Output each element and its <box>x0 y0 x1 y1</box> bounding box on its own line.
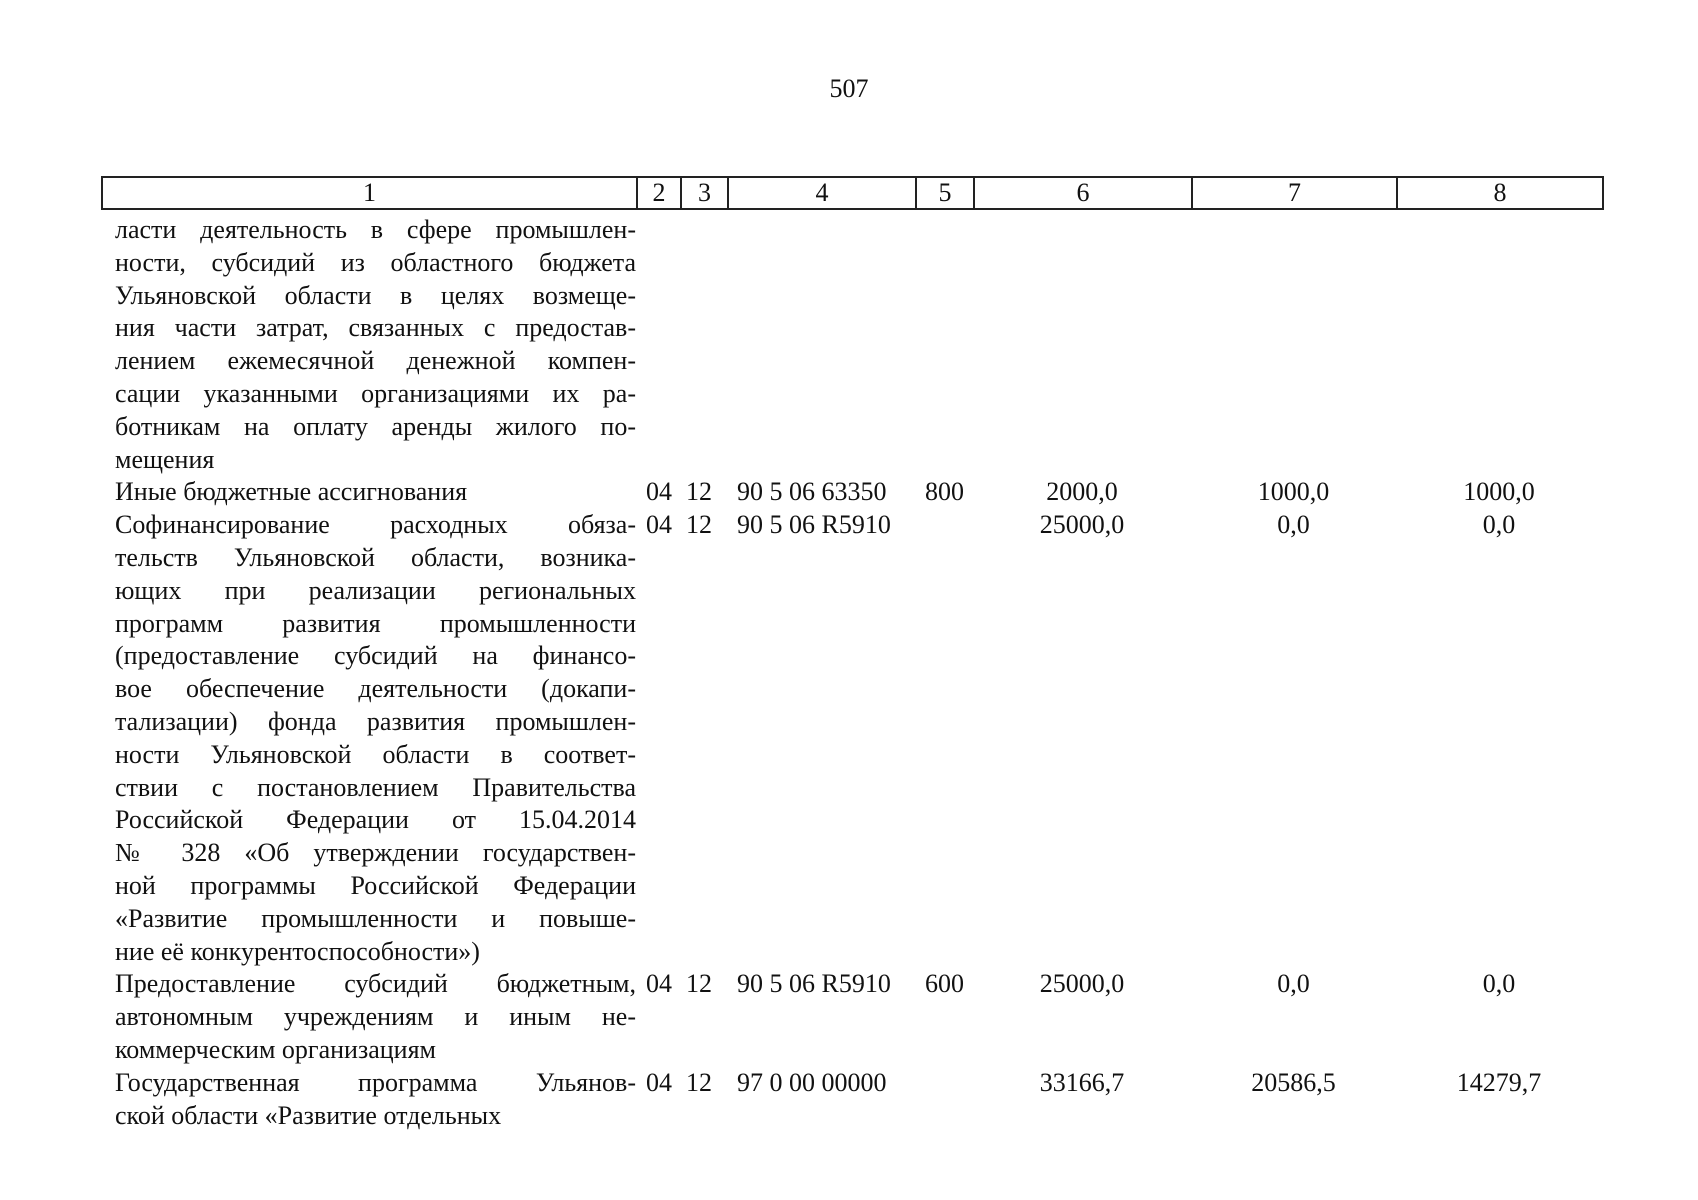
table-row <box>101 1067 1602 1133</box>
row-description <box>101 968 636 1066</box>
description-line: лением ежемесячной денежной компен- <box>115 346 636 376</box>
page-number: 507 <box>829 74 869 103</box>
description-line: ния части затрат, связанных с предостав- <box>115 313 636 343</box>
description-line: вое обеспечение деятельности (докапи- <box>115 674 636 704</box>
cell-col-8: 14279,7 <box>1456 1067 1542 1097</box>
description-line: ной программы Российской Федерации <box>115 870 636 900</box>
budget-table <box>101 214 1602 1132</box>
description-line: ботникам на оплату аренды жилого по- <box>115 411 636 441</box>
cell-col-8: 0,0 <box>1482 510 1516 540</box>
description-line: Иные бюджетные ассигнования <box>115 477 468 507</box>
cell-col-4: 90 5 06 63350 <box>737 477 887 507</box>
cell-col-8: 1000,0 <box>1463 477 1535 507</box>
description-line: № 328 «Об утверждении государствен- <box>115 838 636 868</box>
description-line: Российской Федерации от 15.04.2014 <box>115 805 636 835</box>
cell-col-8 <box>1396 214 1602 476</box>
cell-col-7 <box>1191 214 1396 476</box>
row-description <box>101 476 636 509</box>
description-line: сации указанными организациями их ра- <box>115 378 636 408</box>
table-body <box>101 214 1602 1132</box>
table-header <box>101 176 1604 210</box>
description-line: ние её конкурентоспособности») <box>115 936 480 966</box>
cell-col-3: 12 <box>686 477 712 507</box>
cell-col-4 <box>727 214 915 476</box>
description-line: ласти деятельность в сфере промышлен- <box>115 215 636 244</box>
description-line: мещения <box>115 444 215 474</box>
cell-col-5: 600 <box>925 969 964 999</box>
description-line: Ульяновской области в целях возмеще- <box>115 280 636 310</box>
cell-col-6: 25000,0 <box>1039 510 1125 540</box>
description-line: Софинансирование расходных обяза- <box>115 510 636 540</box>
row-description <box>101 214 636 476</box>
cell-col-6: 2000,0 <box>1046 477 1118 507</box>
cell-col-3: 12 <box>686 510 712 540</box>
description-line: (предоставление субсидий на финансо- <box>115 641 636 671</box>
header-col-4: 4 <box>728 177 916 209</box>
description-line: ской области «Развитие отдельных <box>115 1100 502 1130</box>
cell-col-6: 25000,0 <box>1039 969 1125 999</box>
header-col-3: 3 <box>681 177 728 209</box>
cell-col-5: 800 <box>925 477 964 507</box>
description-line: Предоставление субсидий бюджетным, <box>115 969 636 999</box>
cell-col-7: 0,0 <box>1277 969 1310 999</box>
cell-col-3 <box>680 214 727 476</box>
description-line: ющих при реализации региональных <box>115 575 636 605</box>
description-line: ности, субсидий из областного бюджета <box>115 247 636 277</box>
row-description <box>101 1067 636 1133</box>
header-col-2: 2 <box>637 177 681 209</box>
cell-col-6 <box>973 214 1191 476</box>
cell-col-2 <box>636 214 680 476</box>
header-col-5: 5 <box>916 177 974 209</box>
description-line: Государственная программа Ульянов- <box>115 1067 636 1097</box>
header-col-7: 7 <box>1192 177 1397 209</box>
cell-col-4: 97 0 00 00000 <box>737 1067 887 1097</box>
cell-col-5 <box>915 509 973 968</box>
description-line: ности Ульяновской области в соответ- <box>115 739 636 769</box>
header-col-8: 8 <box>1397 177 1603 209</box>
cell-col-7: 0,0 <box>1277 510 1310 540</box>
description-line: ствии с постановлением Правительства <box>115 772 636 802</box>
header-row <box>102 177 1603 209</box>
description-line: автономным учреждениям и иным не- <box>115 1002 636 1032</box>
cell-col-2: 04 <box>646 510 672 540</box>
cell-col-4: 90 5 06 R5910 <box>737 510 891 540</box>
table-row <box>101 214 1602 476</box>
cell-col-5 <box>915 214 973 476</box>
cell-col-3: 12 <box>686 1067 712 1097</box>
row-description <box>101 509 636 968</box>
description-line: тализации) фонда развития промышлен- <box>115 706 636 736</box>
cell-col-2: 04 <box>646 969 672 999</box>
description-line: программ развития промышленности <box>115 608 636 638</box>
description-line: коммерческим организациям <box>115 1034 437 1064</box>
table-row <box>101 968 1602 1066</box>
table-row <box>101 476 1602 509</box>
description-line: тельств Ульяновской области, возника- <box>115 542 636 572</box>
cell-col-4: 90 5 06 R5910 <box>737 969 891 999</box>
cell-col-2: 04 <box>646 1067 672 1097</box>
cell-col-6: 33166,7 <box>1039 1067 1125 1097</box>
description-line: «Развитие промышленности и повыше- <box>115 903 636 933</box>
header-col-1: 1 <box>102 177 637 209</box>
cell-col-5 <box>915 1067 973 1133</box>
cell-col-3: 12 <box>686 969 712 999</box>
cell-col-7: 20586,5 <box>1251 1067 1336 1097</box>
table-row <box>101 509 1602 968</box>
cell-col-2: 04 <box>646 477 672 507</box>
cell-col-8: 0,0 <box>1482 969 1516 999</box>
cell-col-7: 1000,0 <box>1257 477 1330 507</box>
header-col-6: 6 <box>974 177 1192 209</box>
